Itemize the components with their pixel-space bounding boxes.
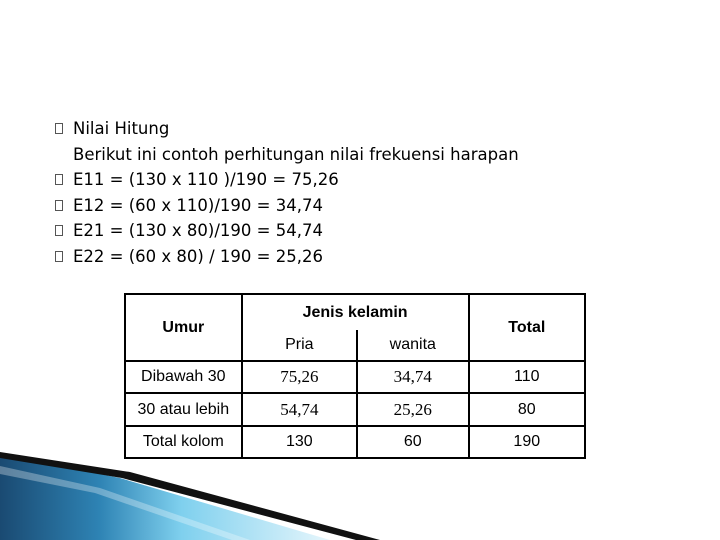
pria-header: Pria <box>242 330 357 361</box>
bullet-text: Nilai Hitung <box>73 119 170 138</box>
row-label: 30 atau lebih <box>125 393 242 426</box>
umur-header: Umur <box>125 294 242 361</box>
wanita-header: wanita <box>357 330 469 361</box>
bullet-text: Berikut ini contoh perhitungan nilai frekuensi harapan <box>73 144 519 164</box>
bullet-text: E21 = (130 x 80)/190 = 54,74 <box>73 221 323 241</box>
bullet-line-3 <box>54 167 519 193</box>
table-row <box>125 361 585 393</box>
bullet-text: E22 = (60 x 80) / 190 = 25,26 <box>73 246 323 266</box>
square-bullet-icon <box>55 251 63 262</box>
cell-pria: 75,26 <box>242 361 357 393</box>
ribbon-blue-band <box>0 454 330 540</box>
square-bullet-icon <box>55 123 63 134</box>
cell-wanita: 34,74 <box>357 361 469 393</box>
bullet-line-6 <box>54 244 519 270</box>
cell-total: 110 <box>469 361 585 393</box>
cell-pria: 54,74 <box>242 393 357 426</box>
table-row <box>125 393 585 426</box>
row-label: Dibawah 30 <box>125 361 242 393</box>
frequency-table <box>124 293 586 459</box>
bullet-list <box>54 116 519 270</box>
cell-pria: 130 <box>242 426 357 458</box>
bullet-text: E11 = (130 x 110 )/190 = 75,26 <box>73 170 339 190</box>
row-label: Total kolom <box>125 426 242 458</box>
bullet-line-5 <box>54 218 519 244</box>
decorative-ribbon <box>0 452 720 540</box>
jenis-kelamin-header: Jenis kelamin <box>242 294 469 330</box>
bullet-line-4 <box>54 193 519 219</box>
total-header: Total <box>469 294 585 361</box>
bullet-line-1 <box>54 116 519 142</box>
cell-wanita: 60 <box>357 426 469 458</box>
bullet-text: E12 = (60 x 110)/190 = 34,74 <box>73 195 323 215</box>
square-bullet-icon <box>55 200 63 211</box>
cell-wanita: 25,26 <box>357 393 469 426</box>
square-bullet-icon <box>55 225 63 236</box>
cell-total: 190 <box>469 426 585 458</box>
square-bullet-icon <box>55 174 63 185</box>
cell-total: 80 <box>469 393 585 426</box>
bullet-line-2 <box>54 142 519 168</box>
table-header-row <box>125 294 585 330</box>
